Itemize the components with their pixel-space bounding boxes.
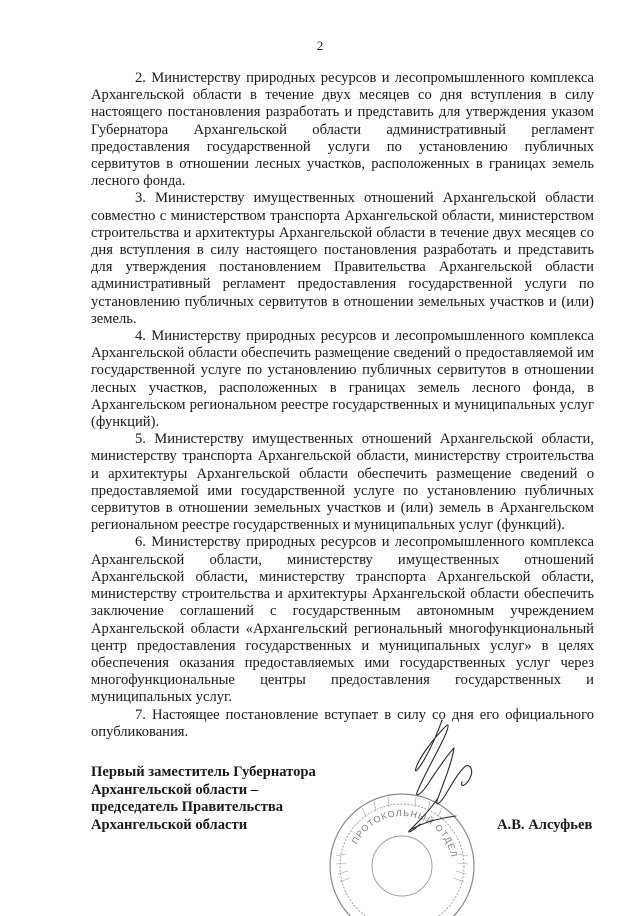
signatory-title (91, 764, 316, 834)
signatory-title-line: Архангельской области – (91, 781, 259, 798)
paragraph-3: 3. Министерству имущественных отношений Архангельской области совместно с министерством транспорта Архангельской области, министерством строительства и архитектуры Архангельской области в течение двух месяцев со дня вступления в силу настоящего постановления разработать и представить для утверждения постановлением Правительства Архангельской области административный регламент предоставления государственной услуги по установлению публичных сервитутов в отношении земельных участков и (или) земель. (91, 190, 594, 327)
paragraph-7: 7. Настоящее постановление вступает в силу со дня его официального опубликования. (91, 706, 594, 740)
paragraph-4: 4. Министерству природных ресурсов и лесопромышленного комплекса Архангельской области обеспечить размещение сведений о предоставляемой им государственной услуге по установлению публичных сервитутов в отношении лесных участков, расположенных в границах земель лесного фонда, в Архангельском региональном реестре государственных и муниципальных услуг (функций). (91, 328, 594, 431)
paragraph-5: 5. Министерству имущественных отношений Архангельской области, министерству транспорта Архангельской области, министерству строительства и архитектуры Архангельской области обеспечить размещение сведений о предоставляемой ими государственной услуге по установлению публичных сервитутов в отношении земельных участков и (или) земель в Архангельском региональном реестре государственных и муниципальных услуг (функций). (91, 431, 594, 534)
signatory-title-line: Первый заместитель Губернатора (91, 764, 316, 780)
paragraph-6: 6. Министерству природных ресурсов и лесопромышленного комплекса Архангельской области, министерству имущественных отношений Архангельской области, министерству транспорта Архангельской области, министерству строительства и архитектуры Архангельской области обеспечить заключение соглашений с государственным автономным учреждением Архангельской области «Архангельский региональный многофункциональный центр предоставления государственных и муниципальных услуг» в целях обеспечения оказания предоставляемых ими государственных услуг через многофункциональные центры предоставления государственных и муниципальных услуг. (91, 534, 594, 706)
document-body (91, 70, 594, 741)
signatory-title-line: Архангельской области (91, 816, 248, 833)
handwritten-signature (380, 712, 490, 847)
seal-text: ПРОТОКОЛЬНЫЙ ОТДЕЛ (349, 807, 460, 859)
page-number: 2 (316, 38, 324, 53)
paragraph-2: 2. Министерству природных ресурсов и лесопромышленного комплекса Архангельской области в течение двух месяцев со дня вступления в силу настоящего постановления разработать и представить для утверждения указом Губернатора Архангельской области административный регламент предоставления государственной услуги по установлению публичных сервитутов в отношении лесных участков, расположенных в границах земель лесного фонда. (91, 70, 594, 190)
signatory-name: А.В. Алсуфьев (497, 817, 593, 833)
signatory-title-line: председатель Правительства (91, 799, 284, 816)
